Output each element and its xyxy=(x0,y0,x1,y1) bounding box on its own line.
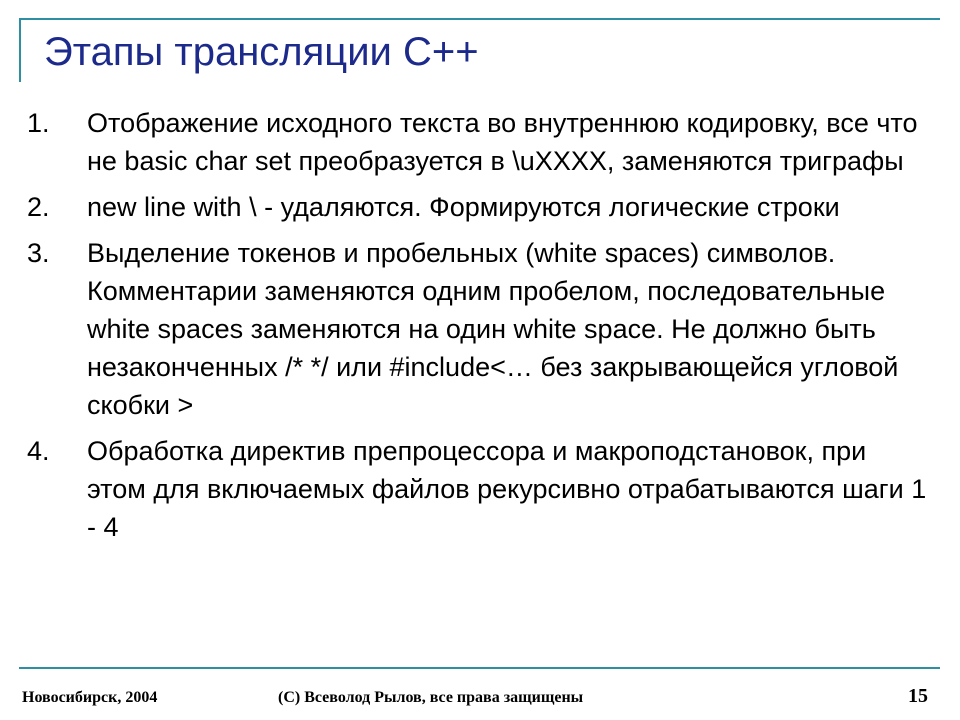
step-number: 2. xyxy=(27,192,50,222)
step-number: 1. xyxy=(27,108,50,138)
page-number: 15 xyxy=(908,685,928,707)
list-item xyxy=(27,104,927,180)
list-item xyxy=(27,432,927,546)
step-text: Отображение исходного текста во внутреннюю кодировку, все что не basic char set преобразуется в \uXXXX, заменяются триграфы xyxy=(87,108,918,176)
footer-copyright: (С) Всеволод Рылов, все права защищены xyxy=(278,689,584,706)
list-item xyxy=(27,234,927,424)
step-text: new line with \ - удаляются. Формируются логические строки xyxy=(87,192,840,222)
step-text: Обработка директив препроцессора и макроподстановок, при этом для включаемых файлов рекурсивно отрабатываются шаги 1 - 4 xyxy=(87,436,927,542)
footer-location-year: Новосибирск, 2004 xyxy=(22,689,158,706)
step-number: 4. xyxy=(27,436,50,466)
steps-list xyxy=(27,104,927,554)
step-number: 3. xyxy=(27,238,50,268)
footer-rule xyxy=(19,667,940,669)
list-item xyxy=(27,188,927,226)
step-text: Выделение токенов и пробельных (white spaces) символов. Комментарии заменяются одним пробелом, последовательные white spaces заменяются на один white space. Не должно быть незаконченных /* */ или #include<… без закрывающейся угловой скобки > xyxy=(87,238,899,420)
slide-title: Этапы трансляции С++ xyxy=(44,30,479,74)
title-left-rule xyxy=(19,18,21,82)
title-top-rule xyxy=(19,18,940,20)
